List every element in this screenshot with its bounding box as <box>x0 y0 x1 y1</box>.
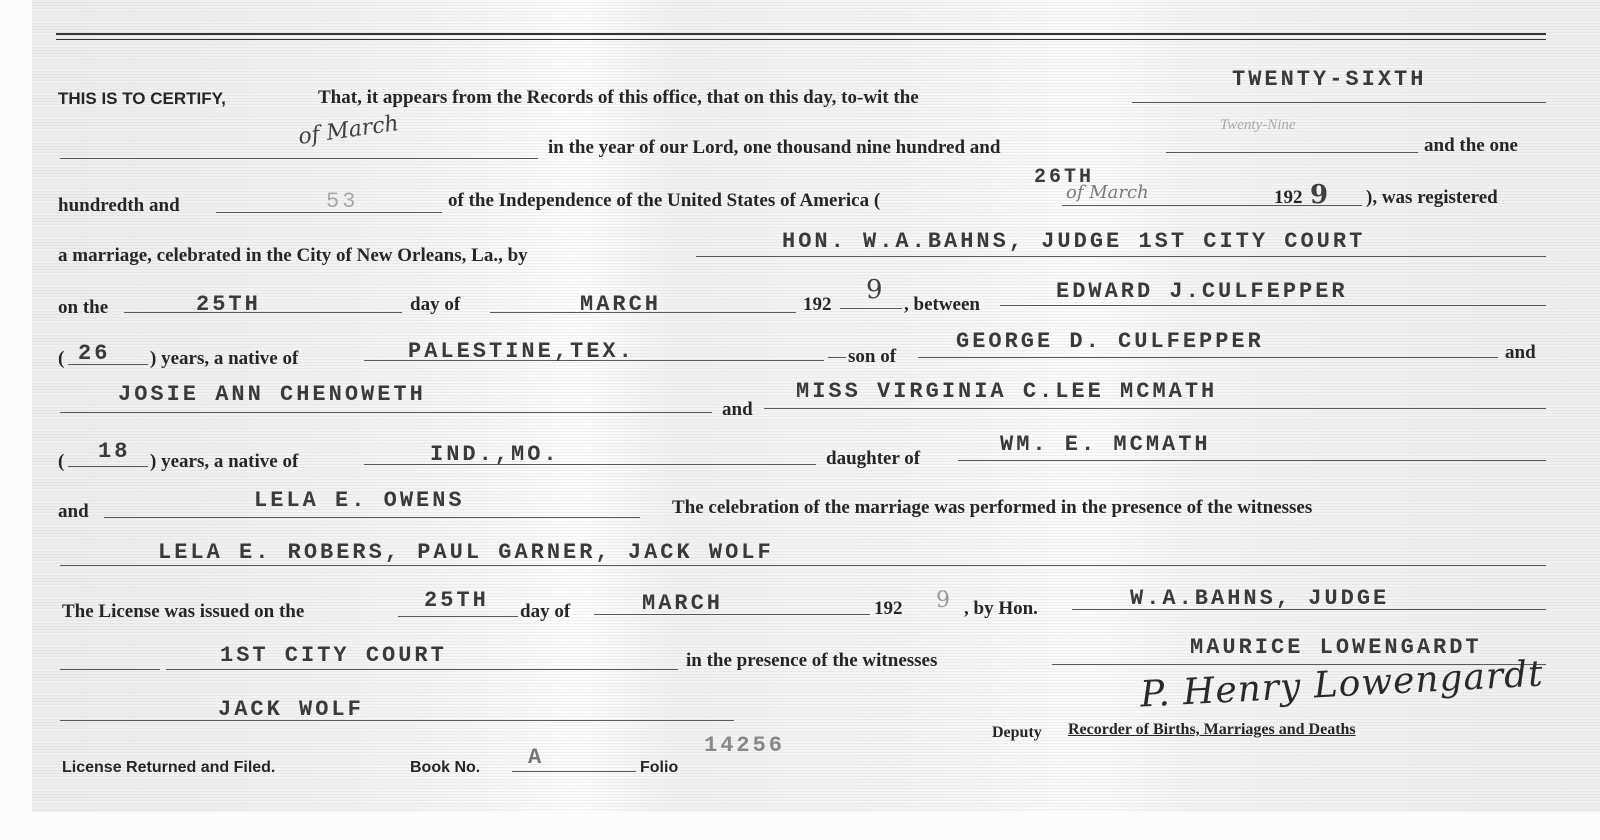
book-label: Book No. <box>410 759 481 776</box>
witnesses-line <box>60 565 1546 566</box>
groom-father: GEORGE D. CULFEPPER <box>956 329 1264 354</box>
license-month-line <box>594 614 870 615</box>
year-digit-3: 9 <box>936 588 950 613</box>
folio-value: 14256 <box>704 733 786 758</box>
years-native: ) years, a native of <box>150 348 299 369</box>
year-prefix-3: 192 <box>874 598 903 619</box>
and-the-one: and the one <box>1424 135 1518 156</box>
license-month: MARCH <box>642 591 724 616</box>
recorder-title: Recorder of Births, Marriages and Deaths <box>1068 721 1356 738</box>
presence-text: in the presence of the witnesses <box>686 650 938 671</box>
officiant: HON. W.A.BAHNS, JUDGE 1ST CITY COURT <box>782 229 1366 254</box>
between: , between <box>904 294 980 315</box>
bride-father-line <box>958 460 1546 461</box>
independence-text: of the Independence of the United States of America ( <box>448 190 881 211</box>
age-line-2 <box>68 466 148 467</box>
hundredth-and: hundredth and <box>58 195 180 216</box>
years-native-2: ) years, a native of <box>150 451 299 472</box>
daughter-of: daughter of <box>826 448 921 469</box>
year-prefix-2: 192 <box>803 294 832 315</box>
recorder-signature: P. Henry Lowengardt <box>1139 653 1545 716</box>
groom-age: 26 <box>78 341 111 366</box>
month-line <box>60 158 538 159</box>
celebration-text: The celebration of the marriage was performed in the presence of the witnesses <box>672 497 1313 518</box>
top-rule <box>56 33 1546 35</box>
and-2: and <box>722 399 753 420</box>
witness1: MAURICE LOWENGARDT <box>1190 635 1482 660</box>
groom-mother: JOSIE ANN CHENOWETH <box>118 382 426 407</box>
year-line <box>1166 152 1418 153</box>
bride-father: WM. E. MCMATH <box>1000 432 1211 457</box>
son-dash <box>828 357 846 358</box>
groom-line <box>1000 305 1546 306</box>
date-typed: 26TH <box>1034 166 1095 189</box>
license-day-line <box>398 616 518 617</box>
groom-native: PALESTINE,TEX. <box>408 339 635 364</box>
mother-line <box>60 412 712 413</box>
day-line-2 <box>124 312 402 313</box>
witness2: JACK WOLF <box>218 697 364 722</box>
witnesses: LELA E. ROBERS, PAUL GARNER, JACK WOLF <box>158 540 774 565</box>
court-line-left <box>60 669 160 670</box>
book-value: A <box>528 745 545 770</box>
issuer: W.A.BAHNS, JUDGE <box>1130 586 1390 611</box>
marriage-month: MARCH <box>580 292 662 317</box>
top-rule-thin <box>56 39 1546 40</box>
was-registered: ), was registered <box>1366 187 1498 208</box>
year-prefix: 192 <box>1274 187 1303 208</box>
officiant-line <box>696 256 1546 257</box>
date-handwritten: of March <box>1066 182 1149 203</box>
folio-label: Folio <box>640 759 679 776</box>
day-of: day of <box>410 294 461 315</box>
day-of-2: day of <box>520 601 571 622</box>
and-3: and <box>58 501 89 522</box>
year-faint: Twenty-Nine <box>1220 117 1296 133</box>
bride-native: IND.,MO. <box>430 442 560 467</box>
license-day: 25TH <box>424 588 489 613</box>
year-text: in the year of our Lord, one thousand nine hundred and <box>548 137 1001 158</box>
year-digit: 9 <box>1310 180 1329 210</box>
witness2-line <box>60 720 734 721</box>
year-line-2 <box>840 308 902 309</box>
open-paren-2: ( <box>58 451 65 472</box>
father-line <box>918 357 1498 358</box>
day-typed: TWENTY-SIXTH <box>1232 67 1427 92</box>
month-handwritten: of March <box>296 111 401 150</box>
year-digit-2: 9 <box>866 275 883 305</box>
bride-mother-line <box>104 517 640 518</box>
and-1: and <box>1505 342 1536 363</box>
son-of: son of <box>848 346 897 367</box>
by-hon: , by Hon. <box>964 598 1038 619</box>
open-paren: ( <box>58 348 65 369</box>
book-line <box>512 771 636 772</box>
returned-filed: License Returned and Filed. <box>62 759 276 776</box>
bride-line <box>764 408 1546 409</box>
bride-name: MISS VIRGINIA C.LEE MCMATH <box>796 379 1218 404</box>
bride-mother: LELA E. OWENS <box>254 488 465 513</box>
certify-lead: THIS IS TO CERTIFY, <box>58 89 226 108</box>
independence-num: 53 <box>326 189 359 214</box>
issuer-court: 1ST CITY COURT <box>220 643 447 668</box>
deputy-label: Deputy <box>992 724 1042 741</box>
license-issued: The License was issued on the <box>62 601 305 622</box>
day-line <box>1132 102 1546 103</box>
groom-name: EDWARD J.CULFEPPER <box>1056 279 1348 304</box>
on-the: on the <box>58 297 109 318</box>
bride-age: 18 <box>98 439 131 464</box>
court-line <box>166 669 678 670</box>
marriage-day: 25TH <box>196 292 261 317</box>
certify-text: That, it appears from the Records of this office, that on this day, to-wit the <box>318 87 919 108</box>
marriage-text: a marriage, celebrated in the City of New Orleans, La., by <box>58 245 528 266</box>
